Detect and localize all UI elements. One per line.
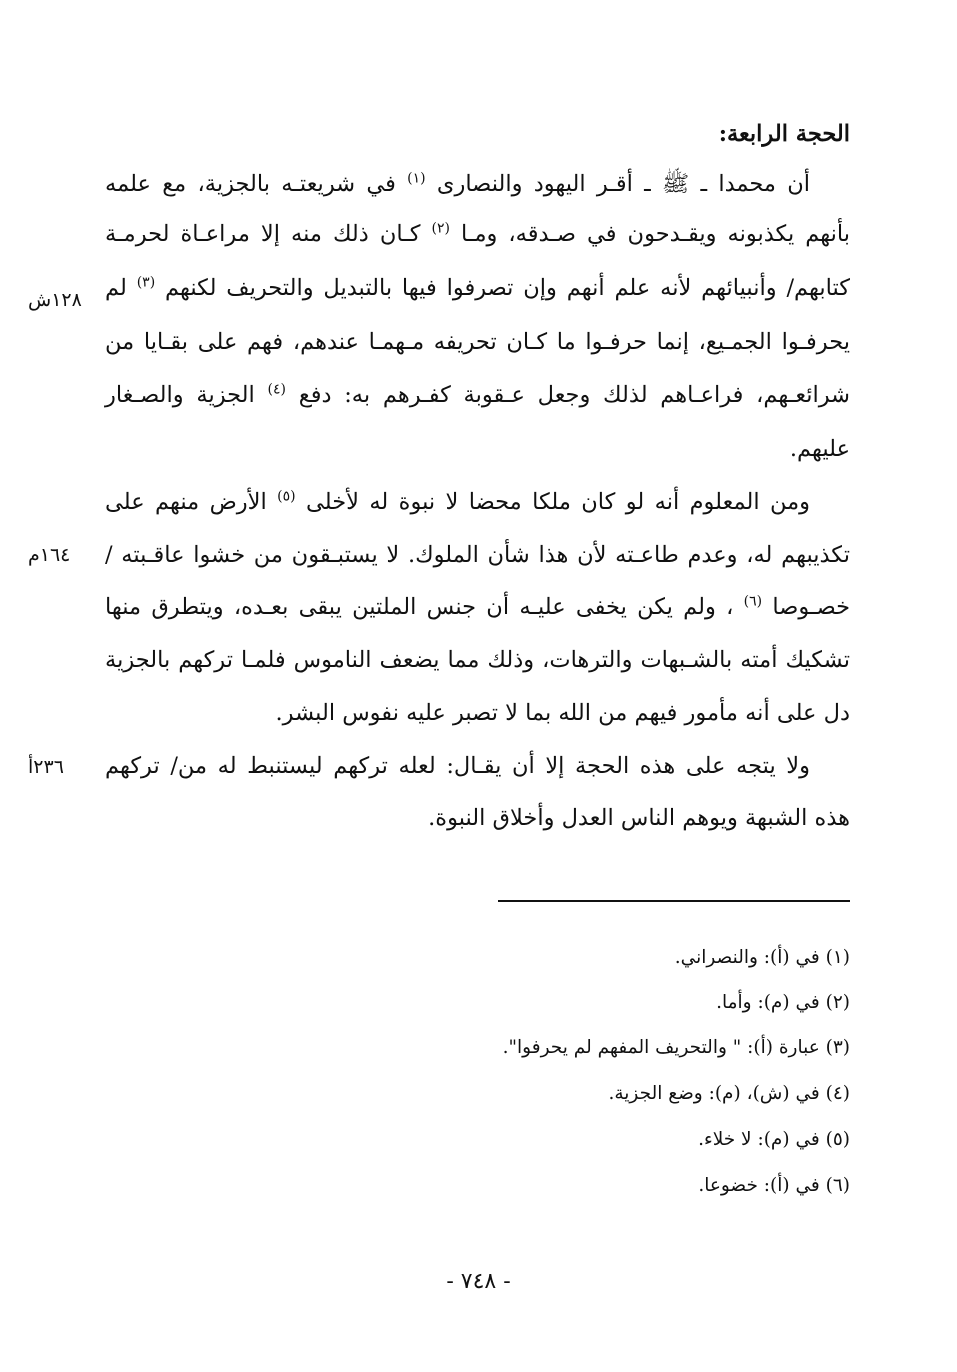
page-number: - ٧٤٨ - <box>446 1269 511 1294</box>
footnote-divider <box>498 900 850 902</box>
body-line: دل على أنه مأمور فيهم من الله بما لا تصبر عليه نفوس البشر. <box>275 700 850 726</box>
body-line: هذه الشبهة ويوهم الناس العدل وأخلاق النبوة. <box>428 805 850 831</box>
body-line: بأنهم يكذبونه ويقـدحون في صـدقه، ومـا $^{(٢)}$ كـان ذلك منه إلا مراعـاة لحرمـة <box>105 220 850 247</box>
body-line: تشكيك أمته بالشـبهات والترهات، وذلك مما يضعف الناموس فلمـا تركهم بالجزية <box>105 647 850 673</box>
footnote: (٢) في (م): وأما. <box>716 992 850 1013</box>
body-line: كتابهم/ وأنبيائهم لأنه علم أنهم وإن تصرفوا فيها بالتبديل والتحريف لكنهم $^{(٣)}$ لم <box>105 274 851 301</box>
footnote: (٦) في (أ): خضوعا. <box>698 1175 850 1196</box>
body-line: خصـوصا $^{(٦)}$ ، ولم يكن يخفى عليـه أن جنس الملتين يبقى بعـده، ويتطرق منها <box>105 593 850 620</box>
margin-manuscript-ref: ١٦٤م <box>28 544 71 566</box>
body-line: عليهم. <box>789 436 850 462</box>
footnote: (٥) في (م): لا خلاء. <box>698 1129 850 1150</box>
body-line: تكذيبهم له، وعدم طاعـته لأن هذا شأن الملوك. لا يستبـقون من خشوا عاقـبته / <box>105 542 850 568</box>
body-line: أن محمدا ـ ﷺ ـ أقـر اليهود والنصارى $^{(١)}$ في شريعتـه بالجزية، مع علمه <box>105 170 810 197</box>
body-line: ولا يتجه على هذه الحجة إلا أن يقـال: لعله تركهم ليستنبط له من/ تركهم <box>105 753 810 779</box>
body-line: يحرفـوا الجمـيع، إنما حرفـوا ما كـان تحريفه مـهمـا عندهم، فهم على بقـايا من <box>105 329 850 355</box>
body-line: شرائعـهم، فراعـاهم لذلك وجعل عـقوبة كفـرهم به: دفع $^{(٤)}$ الجزية والصـغار <box>105 381 851 408</box>
section-heading: الحجة الرابعة: <box>718 121 850 147</box>
body-line: ومن المعلوم أنه لو كان ملكا محضا لا نبوة له لأخلى $^{(٥)}$ الأرض منهم على <box>105 488 811 515</box>
footnote: (٤) في (ش)، (م): وضع الجزية. <box>608 1083 850 1104</box>
footnote: (١) في (أ): والنصراني. <box>674 947 850 968</box>
margin-manuscript-ref: ١٢٨ش <box>28 289 82 311</box>
margin-manuscript-ref: ٢٣٦أ <box>28 756 64 778</box>
footnote: (٣) عبارة (أ): " والتحريف المفهم لم يحرفوا". <box>502 1037 850 1058</box>
